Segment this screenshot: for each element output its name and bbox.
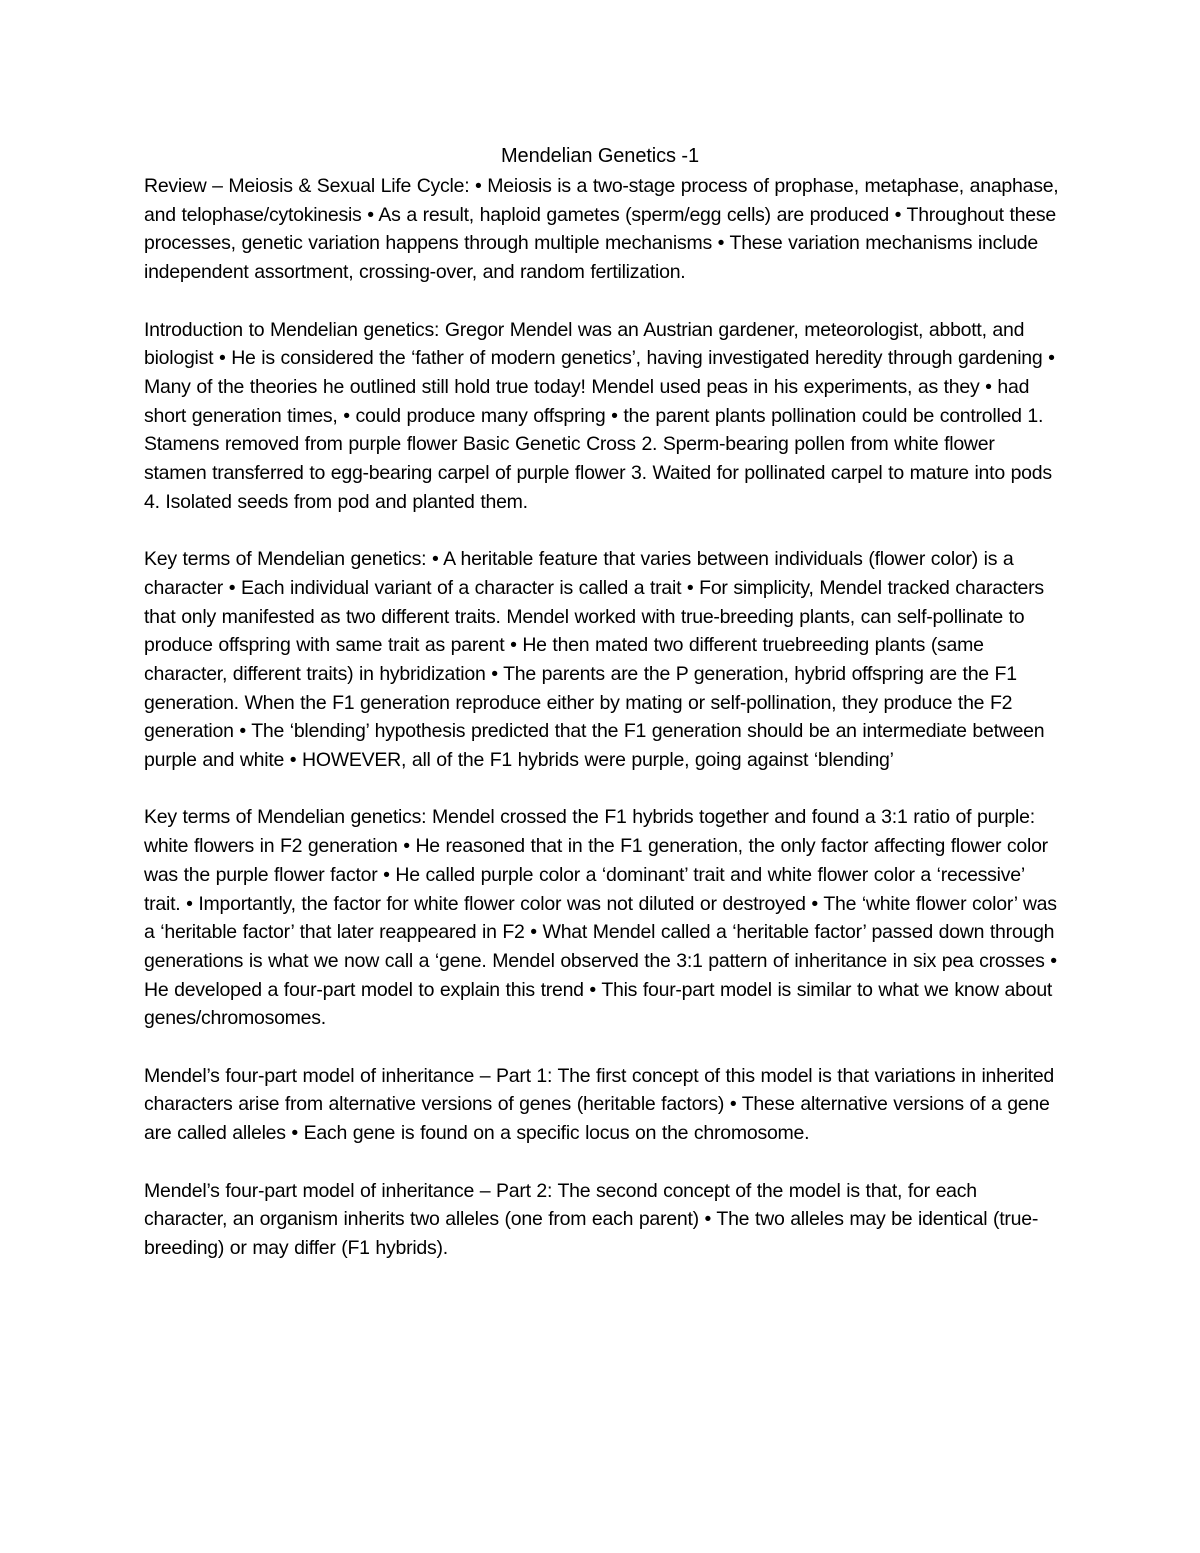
paragraph-mendel-introduction: Introduction to Mendelian genetics: Gregor Mendel was an Austrian gardener, meteorologist, abbott, and biologist • He is considered the ‘father of modern genetics’, having investigated heredity through gardening • Many of the theories he outlined still hold true today! Mendel used peas in his experiments, as they • had short generation times, • could produce many offspring • the parent plants pollination could be controlled 1. Stamens removed from purple flower Basic Genetic Cross 2. Sperm-bearing pollen from white flower stamen transferred to egg-bearing carpel of purple flower 3. Waited for pollinated carpel to mature into pods 4. Isolated seeds from pod and planted them. <box>144 318 1055 513</box>
paragraph-model-part-2: Mendel’s four-part model of inheritance – Part 2: The second concept of the model is that, for each character, an organism inherits two alleles (one from each parent) • The two alleles may be identical (true-breeding) or may differ (F1 hybrids). <box>144 1179 1039 1259</box>
paragraph-meiosis-review: Review – Meiosis & Sexual Life Cycle: • Meiosis is a two-stage process of prophase, metaphase, anaphase, and telophase/cytokinesis • As a result, haploid gametes (sperm/egg cells) are produced • Throughout these processes, genetic variation happens through multiple mechanisms • These variation mechanisms include independent assortment, crossing-over, and random fertilization. <box>144 175 1059 284</box>
document-body <box>144 172 1060 1291</box>
document-title: Mendelian Genetics -1 <box>500 145 699 167</box>
paragraph-model-part-1: Mendel’s four-part model of inheritance – Part 1: The first concept of this model is that variations in inherited characters arise from alternative versions of genes (heritable factors) • These alternative versions of a gene are called alleles • Each gene is found on a specific locus on the chromosome. <box>144 1064 1055 1145</box>
paragraph-key-terms-2: Key terms of Mendelian genetics: Mendel crossed the F1 hybrids together and found a 3:1 ratio of purple: white flowers in F2 generation • He reasoned that in the F1 generation, the only factor affecting flower color was the purple flower factor • He called purple color a ‘dominant’ trait and white flower color a ‘recessive’ trait. • Importantly, the factor for white flower color was not diluted or destroyed • The ‘white flower color’ was a ‘heritable factor’ that later reappeared in F2 • What Mendel called a ‘heritable factor’ passed down through generations is what we now call a ‘gene. Mendel observed the 3:1 pattern of inheritance in six pea crosses • He developed a four-part model to explain this trend • This four-part model is similar to what we know about genes/chromosomes. <box>144 806 1057 1030</box>
paragraph-key-terms-1: Key terms of Mendelian genetics: • A heritable feature that varies between individuals (flower color) is a character • Each individual variant of a character is called a trait • For simplicity, Mendel tracked characters that only manifested as two different traits. Mendel worked with true-breeding plants, can self-pollinate to produce offspring with same trait as parent • He then mated two different truebreeding plants (same character, different traits) in hybridization • The parents are the P generation, hybrid offspring are the F1 generation. When the F1 generation reproduce either by mating or self-pollination, they produce the F2 generation • The ‘blending’ hypothesis predicted that the F1 generation should be an intermediate between purple and white • HOWEVER, all of the F1 hybrids were purple, going against ‘blending’ <box>144 548 1045 772</box>
